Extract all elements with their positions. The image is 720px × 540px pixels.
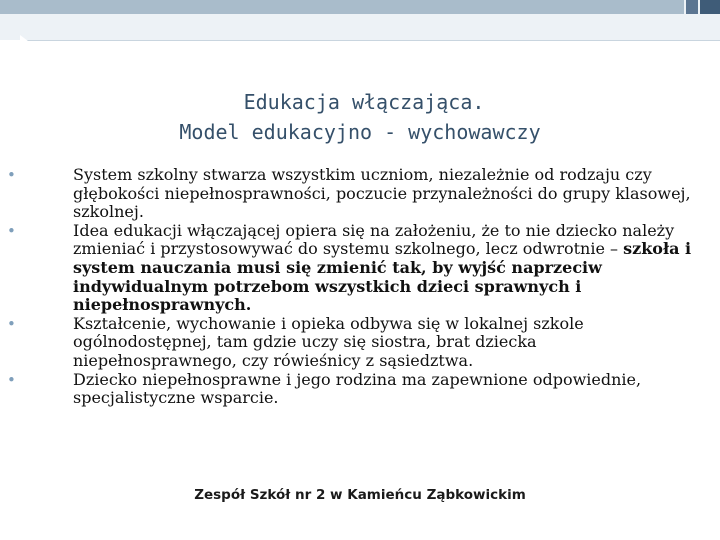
header-bar-light-segment bbox=[0, 0, 684, 14]
slide-title-line-1: Edukacja włączająca. bbox=[243, 90, 485, 114]
bullet-item bbox=[7, 220, 703, 315]
bullet-text: Kształcenie, wychowanie i opieka odbywa się w lokalnej szkole ogólnodostępnej, tam gdzie uczy się siostra, brat dziecka niepełnosprawnego, czy rówieśnicy z sąsiedztwa. bbox=[73, 313, 584, 370]
bullet-item bbox=[7, 165, 703, 222]
bullet-text: Dziecko niepełnosprawne i jego rodzina ma zapewnione odpowiednie, specjalistyczne wsparcie. bbox=[73, 369, 642, 408]
bullet-bold-text: szkoła i system nauczania musi się zmienić tak, by wyjść naprzeciw indywidualnym potrzebom wszystkich dzieci sprawnych i niepełnosprawnych. bbox=[73, 239, 692, 315]
slide-title-line-2: Model edukacyjno - wychowawczy bbox=[179, 120, 541, 144]
bullet-list bbox=[0, 166, 720, 408]
header-bar-dark-segment bbox=[700, 0, 720, 14]
header-bar bbox=[0, 0, 720, 14]
divider-arrow bbox=[20, 35, 28, 47]
slide-footer: Zespół Szkół nr 2 w Kamieńcu Ząbkowickim bbox=[194, 487, 526, 503]
bullet-item bbox=[7, 369, 703, 408]
bullet-dot-icon: • bbox=[7, 370, 16, 389]
slide-title bbox=[0, 87, 720, 147]
bullet-dot-icon: • bbox=[7, 166, 16, 184]
bullet-item bbox=[7, 313, 703, 371]
bullet-text: System szkolny stwarza wszystkim uczniom, niezależnie od rodzaju czy głębokości niepełnosprawności, poczucie przynależności do grupy klasowej, szkolnej. bbox=[73, 165, 691, 222]
bullet-dot-icon: • bbox=[7, 221, 16, 240]
bullet-dot-icon: • bbox=[7, 314, 16, 333]
bullet-text: Idea edukacji włączającej opiera się na założeniu, że to nie dziecko należy zmieniać i przystosowywać do systemu szkolnego, lecz odwrotnie – bbox=[73, 220, 675, 259]
header-divider bbox=[26, 40, 720, 41]
header-bar-accent-segment bbox=[686, 0, 698, 14]
